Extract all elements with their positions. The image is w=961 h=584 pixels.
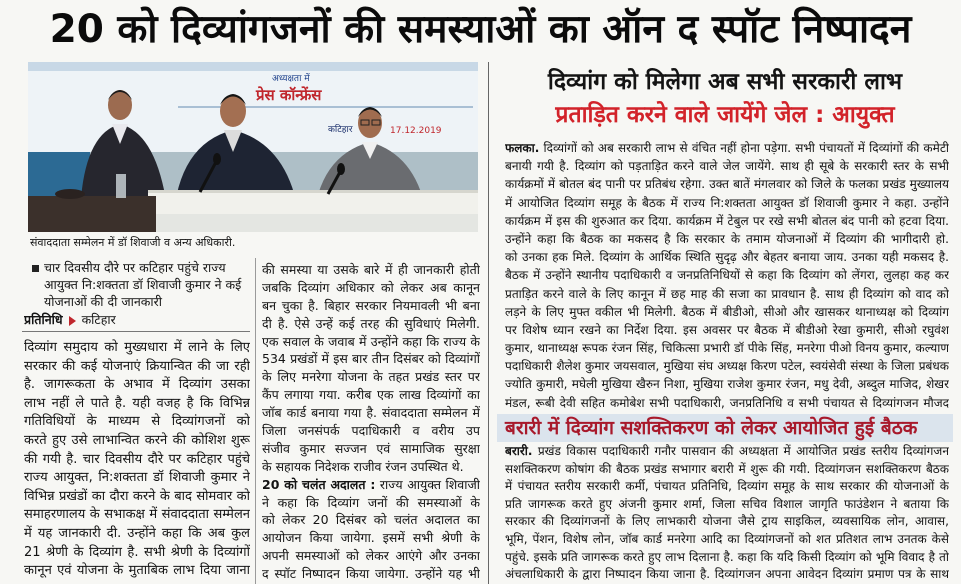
right-article-headline: दिव्यांग को मिलेगा अब सभी सरकारी लाभ xyxy=(547,69,903,95)
body-text-line: में पंचायत स्तरीय सरकारी कर्मी, पंचायत प्रतिनिधि, दिव्यांग समूह के साथ सरकार की योजनाओं के xyxy=(505,479,949,494)
column-2-lines-after-subhead xyxy=(262,494,480,583)
highlight-line: योजनाओं की दी जानकारी xyxy=(44,294,162,309)
body-text-line: राज्य आयुक्त, नि:शक्तता डॉ शिवाजी कुमार ने xyxy=(24,470,250,486)
body-text-line: संजीव कुमार सज्जन एवं सामाजिक सुरक्षा xyxy=(262,440,480,456)
body-text-line: सशक्तिकरण कोषांग की बैठक प्रखंड सभागार बरारी में शुरू की गयी. दिव्यांगजन सशक्तिकरण बैठक xyxy=(505,461,949,476)
body-text-line: है. जागरूकता के अभाव में दिव्यांग उसका xyxy=(24,377,250,393)
body-text-line: एक सवाल के जवाब में उन्होंने कहा कि राज्य के xyxy=(262,333,480,349)
byline-place: कटिहार xyxy=(81,312,116,327)
highlight-line: आयुक्त नि:शक्तता डॉ शिवाजी कुमार ने कई xyxy=(44,277,242,292)
photo-banner-date: 17.12.2019 xyxy=(390,126,442,136)
dateline: बरारी. xyxy=(505,444,533,458)
body-text-line: ने कहा कि दिव्यांग जनों की समस्याओं के xyxy=(262,494,480,510)
body-text-line: पहुंचे. इसके प्रति जागरूक करते हुए लाभ दिलाना है. कहा कि यदि किसी दिव्यांग को भूमि विवाद है तो xyxy=(505,549,949,564)
body-text-line: विभिन्न प्रखंडों का दौरा करने के बाद सोमवार को xyxy=(24,488,250,504)
photo-illustration xyxy=(28,62,478,232)
body-text-line: उन्होंने कहा कि बैठक का मकसद है कि सरकार के तमाम योजनाओं में दिव्यांग की भागीदारी हो. xyxy=(505,231,949,246)
subhead-rest: राज्य आयुक्त शिवाजी xyxy=(379,476,480,492)
photo-banner-title: प्रेस कॉन्फ्रेंस xyxy=(256,86,322,104)
subhead-lead: 20 को चलंत अदालत : xyxy=(262,476,376,492)
body-text-line: जिला जनसंपर्क पदाधिकारी व वरीय उप xyxy=(262,423,480,439)
photo-caption: संवाददाता सम्मेलन में डॉ शिवाजी व अन्य अधिकारी. xyxy=(30,236,236,249)
right-article-body xyxy=(505,139,949,412)
photo-banner-text: अध्यक्षता में xyxy=(272,74,310,84)
body-text-line: में आयोजित दिव्यांग समूह के बैठक में राज्य नि:शक्तता आयुक्त डॉ शिवाजी कुमार ने कहा. उन्होंने xyxy=(505,195,949,210)
body-text-line: गतिविधियों के माध्यम से दिव्यांगजनों को xyxy=(24,414,250,430)
body-text-line: भूमि, पेंशन, विशेष लोन, जॉब कार्ड मनरेगा आदि का दिव्यांगजनों को शत प्रतिशत लाभ उनतक केसे xyxy=(505,531,949,546)
body-text-line: आयोजन किया जायेगा. इसमें सभी श्रेणी के xyxy=(262,530,480,546)
body-text-line: को उनका हक मिले. दिव्यांग के आर्थिक स्थिति सुदृढ़ और बेहतर बनाया जाय. उनका यही मकसद है. xyxy=(505,250,949,265)
section-divider xyxy=(488,62,489,584)
body-text-line: सरकार की दिव्यांगजनों के लिए लाभकारी योजना जैसे ट्राय साइकिल, व्यवसायिक लोन, आवास, xyxy=(505,514,949,529)
byline-reporter: प्रतिनिधि xyxy=(24,312,63,327)
column-divider xyxy=(255,258,256,584)
arrow-icon xyxy=(69,316,76,326)
body-text-line: कार्यक्रम में इस की शुरुआत कर दिया. कार्यक्रम में टेबुल पर रखे सभी बोतल बंद पानी को हटवा दिया. xyxy=(505,213,949,228)
column-2-lines xyxy=(262,261,480,476)
byline xyxy=(24,311,250,329)
body-text-line: अपनी समस्याओं को लेकर आएंगे और उनका xyxy=(262,548,480,564)
right-article-subheadline: प्रताड़ित करने वाले जायेंगे जेल : आयुक्त xyxy=(555,102,895,128)
body-text-line: ज्योति कुमारी, मघेली मुखिया खैरुन निशा, मुखिया राजेश कुमार रंजन, मधु देवी, अब्दुल माजिद, शेखर xyxy=(505,377,949,392)
subhead-line xyxy=(262,476,480,494)
photo-table xyxy=(148,190,478,232)
body-text-line: लाभ नहीं ले पाते है. यही वजह है कि विभिन्न xyxy=(24,395,250,411)
highlight-line: चार दिवसीय दौरे पर कटिहार पहुंचे राज्य xyxy=(44,260,226,275)
body-text-line: बैठक में उन्होंने स्थानीय पदाधिकारी व जनप्रतिनिधियों से कहा कि दिव्यांग को लेंगरा, लुलहा कह कर xyxy=(505,268,949,283)
bullet-icon xyxy=(32,265,39,272)
body-text-line: बन चुका है. बिहार सरकार नियमावली भी बना xyxy=(262,297,480,313)
body-text-line: जबकि दिव्यांग अधिकार को लेकर अब कानून xyxy=(262,279,480,295)
body-first-line xyxy=(505,139,949,157)
article-column-1 xyxy=(24,339,250,581)
body-text-line: के सहायक निदेशक राजीव रंजन उपस्थित थे. xyxy=(262,458,464,474)
body-text-line: की गयी है. चार दिवसीय दौरे पर कटिहार पहुंचे xyxy=(24,451,250,467)
body-text-line: करते हुए उसे लाभान्वित करने की कोशिश शुरू xyxy=(24,432,250,448)
body-text-line: 534 प्रखंडों में इस बार तीन दिसंबर को दिव्यांगों xyxy=(262,351,480,367)
body-text-line: प्रति जागरूक करते हुए अंजनी कुमार शर्मा, जिला सचिव विशाल जागृति फाउंडेशन ने बताया कि xyxy=(505,496,949,511)
body-text: प्रखंड विकास पदाधिकारी गनौर पासवान की अध्यक्षता में आयोजित प्रखंड स्तरीय दिव्यांगजन xyxy=(537,444,949,458)
body-text-line: कार्यक्रमों में बोतल बंद पानी पर प्रतिबंध रहेगा. उक्त बातें मंगलवार को जिले के फलका प्रखंड मुख्यालय xyxy=(505,177,949,192)
body-text-line: दिव्यांग समुदाय को मुख्यधारा में लाने के लिए xyxy=(24,340,250,355)
body-first-line xyxy=(505,443,949,461)
body-text-line: कानून एवं योजना के मुताबिक लाभ दिया जाना xyxy=(24,563,250,579)
body-text-line: के लिए मनरेगा योजना के तहत प्रखंड स्तर पर xyxy=(262,369,480,385)
body-text-line: लड़ने के लिए मुफ्त वकील भी मिलेगी. बैठक में बीडीओ, सीओ और खासकर थानाध्यक्ष को दिव्यांग xyxy=(505,304,949,319)
body-text-line: दी है. ऐसे उन्हें कई तरह की सुविधाएं मिलेगी. xyxy=(262,315,480,331)
body-lines xyxy=(505,461,949,584)
body-text: दिव्यांगों को अब सरकारी लाभ से वंचित नहीं होना पड़ेगा. सभी पंचायतों में दिव्यांगों की कमेटी xyxy=(543,141,949,155)
press-conference-photo xyxy=(28,62,478,232)
body-text-line: कुमार, थानाध्यक्ष रूपक रंजन सिंह, चिकित्सा प्रभारी डॉ पीके सिंह, मनरेगा पीओ विनय कुमार, कल्याण xyxy=(505,341,949,356)
body-text-line: पदाधिकारी शैलेश कुमार जयसवाल, मुखिया संघ अध्यक्ष किरण पटेल, स्वयंसेवी संस्था के जिला प्रबंधक xyxy=(505,359,949,374)
main-headline: 20 को दिव्यांगजनों की समस्याओं का ऑन द स्पॉट निष्पादन xyxy=(49,7,912,52)
article-column-2 xyxy=(262,261,480,583)
photo-banner-place: कटिहार xyxy=(328,125,353,135)
body-text-line: को लेकर 20 दिसंबर को चलंत अदालत का xyxy=(262,512,480,528)
article-highlight xyxy=(44,259,250,310)
divider xyxy=(22,331,250,332)
body-text-line: प्रताड़ित करने वाले के लिए कानून में छह माह की सजा का प्रावधान है. साथ ही दिव्यांग को वाद को xyxy=(505,286,949,301)
body-text-line: मंडल, रूबी देवी सहित कमोबेश सभी पदाधिकारी, जनप्रतिनिधि व सभी पंचायत से दिव्यांगजन मौजद xyxy=(505,395,949,410)
body-text-line: सरकार की कई योजनाएं क्रियान्वित की जा रही xyxy=(24,358,250,374)
body-text-line: पर विशेष ध्यान रखने का निर्देश दिया. इस अवसर पर बैठक में बीडीओ रेखा कुमारी, सीओ रघुवंश xyxy=(505,322,949,337)
body-text-line: समाहरणालय के सभाकक्ष में संवाददाता सम्मेलन xyxy=(24,507,250,523)
body-text-line: अंचलाधिकारी के द्वारा निष्पादन किया जाना है. दिव्यांगजन अपना आवेदन दिव्यांग प्रमाण पत्र के साथ xyxy=(505,567,949,582)
second-article-headline: बरारी में दिव्यांग सशक्तिकरण को लेकर आयोजित हुई बैठक xyxy=(505,417,918,439)
body-text-line: की समस्या या उसके बारे में ही जानकारी होती xyxy=(262,262,480,277)
second-article-body xyxy=(505,443,949,584)
body-text-line: जॉब कार्ड बनाया गया है. संवाददाता सम्मेलन में xyxy=(262,405,480,421)
body-text-line: में यह जानकारी दी. उन्होंने कहा कि अब कुल xyxy=(24,525,250,541)
body-text-line: द स्पॉट निष्पादन किया जायेगा. उन्होंने यह भी xyxy=(262,566,480,582)
body-text-line: 21 श्रेणी के दिव्यांग है. सभी श्रेणी के दिव्यांगों xyxy=(24,544,250,560)
body-lines xyxy=(505,157,949,412)
dateline: फलका. xyxy=(505,141,540,155)
body-text-line: बनायी गयी है. दिव्यांग को पड़ताड़ित करने वाले जेल जायेंगे. साथ ही सूबे के सरकारी स्तर के सभी xyxy=(505,159,949,174)
body-text-line: कैंप लगाया गया. करीब एक लाख दिव्यांगों का xyxy=(262,387,480,403)
second-article-headline-band xyxy=(497,414,953,442)
